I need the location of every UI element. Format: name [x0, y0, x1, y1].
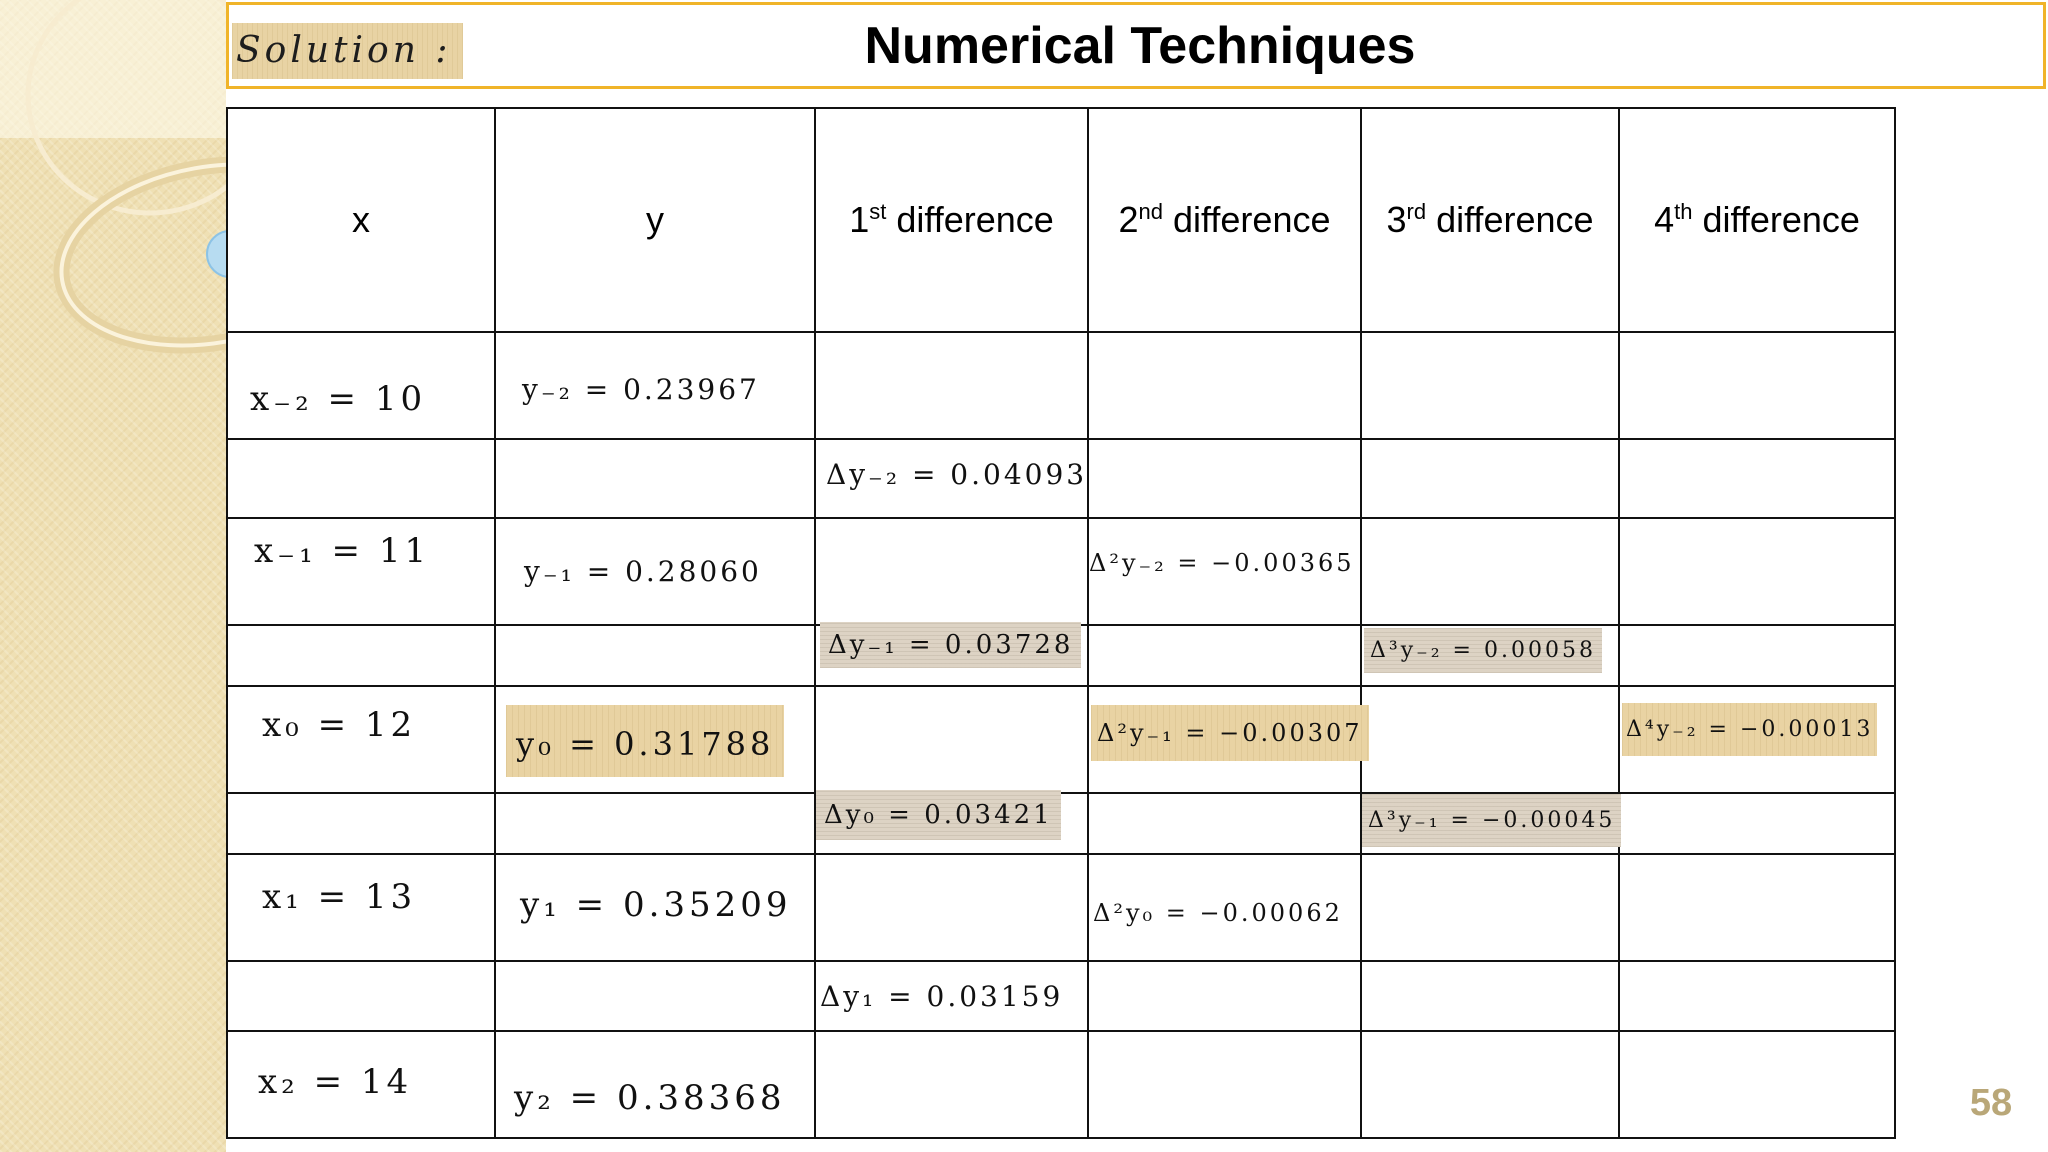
second-difference-value: Δ²y₋₂ = −0.00365 — [1089, 549, 1355, 577]
fourth-difference-value: Δ⁴y₋₂ = −0.00013 — [1622, 703, 1877, 756]
first-difference-value: Δy₁ = 0.03159 — [820, 980, 1064, 1013]
first-difference-value: Δy₋₁ = 0.03728 — [820, 622, 1081, 668]
y-value-highlighted: y₀ = 0.31788 — [506, 705, 784, 777]
third-difference-value: Δ³y₋₂ = 0.00058 — [1364, 628, 1602, 673]
y-value: y₂ = 0.38368 — [514, 1078, 786, 1118]
x-value: x₁ = 13 — [262, 877, 417, 917]
header-fourth-difference: 4th difference — [1619, 108, 1895, 332]
x-value: x₀ = 12 — [262, 705, 417, 745]
header-second-difference: 2nd difference — [1088, 108, 1361, 332]
page-number: 58 — [1969, 1082, 2013, 1124]
x-value: x₂ = 14 — [258, 1062, 413, 1102]
third-difference-value: Δ³y₋₁ = −0.00045 — [1362, 794, 1621, 847]
y-value: y₁ = 0.35209 — [520, 885, 792, 925]
solution-label: Solution : — [232, 23, 463, 79]
decorative-side-panel — [0, 0, 226, 1152]
y-value: y₋₁ = 0.28060 — [524, 555, 762, 588]
bubble-icon — [207, 231, 226, 277]
table-row — [227, 625, 1895, 686]
table-row — [227, 686, 1895, 793]
table-row — [227, 1031, 1895, 1138]
table-row — [227, 518, 1895, 625]
first-difference-value: Δy₀ = 0.03421 — [816, 790, 1061, 840]
y-value: y₋₂ = 0.23967 — [522, 373, 760, 406]
table-row — [227, 854, 1895, 961]
header-third-difference: 3rd difference — [1361, 108, 1619, 332]
table-row — [227, 332, 1895, 439]
second-difference-value: Δ²y₋₁ = −0.00307 — [1091, 705, 1369, 761]
table-row — [227, 439, 1895, 518]
header-x: x — [227, 108, 495, 332]
page-title: Numerical Techniques — [864, 17, 1416, 75]
header-first-difference: 1st difference — [815, 108, 1088, 332]
table-header-row — [227, 108, 1895, 332]
x-value: x₋₂ = 10 — [250, 379, 427, 419]
first-difference-value: Δy₋₂ = 0.04093 — [826, 458, 1088, 491]
decorative-rings — [0, 0, 226, 1152]
second-difference-value: Δ²y₀ = −0.00062 — [1093, 899, 1343, 927]
difference-table — [226, 107, 1896, 1139]
header-y: y — [495, 108, 815, 332]
table-row — [227, 793, 1895, 854]
x-value: x₋₁ = 11 — [254, 531, 431, 571]
table-row — [227, 961, 1895, 1031]
